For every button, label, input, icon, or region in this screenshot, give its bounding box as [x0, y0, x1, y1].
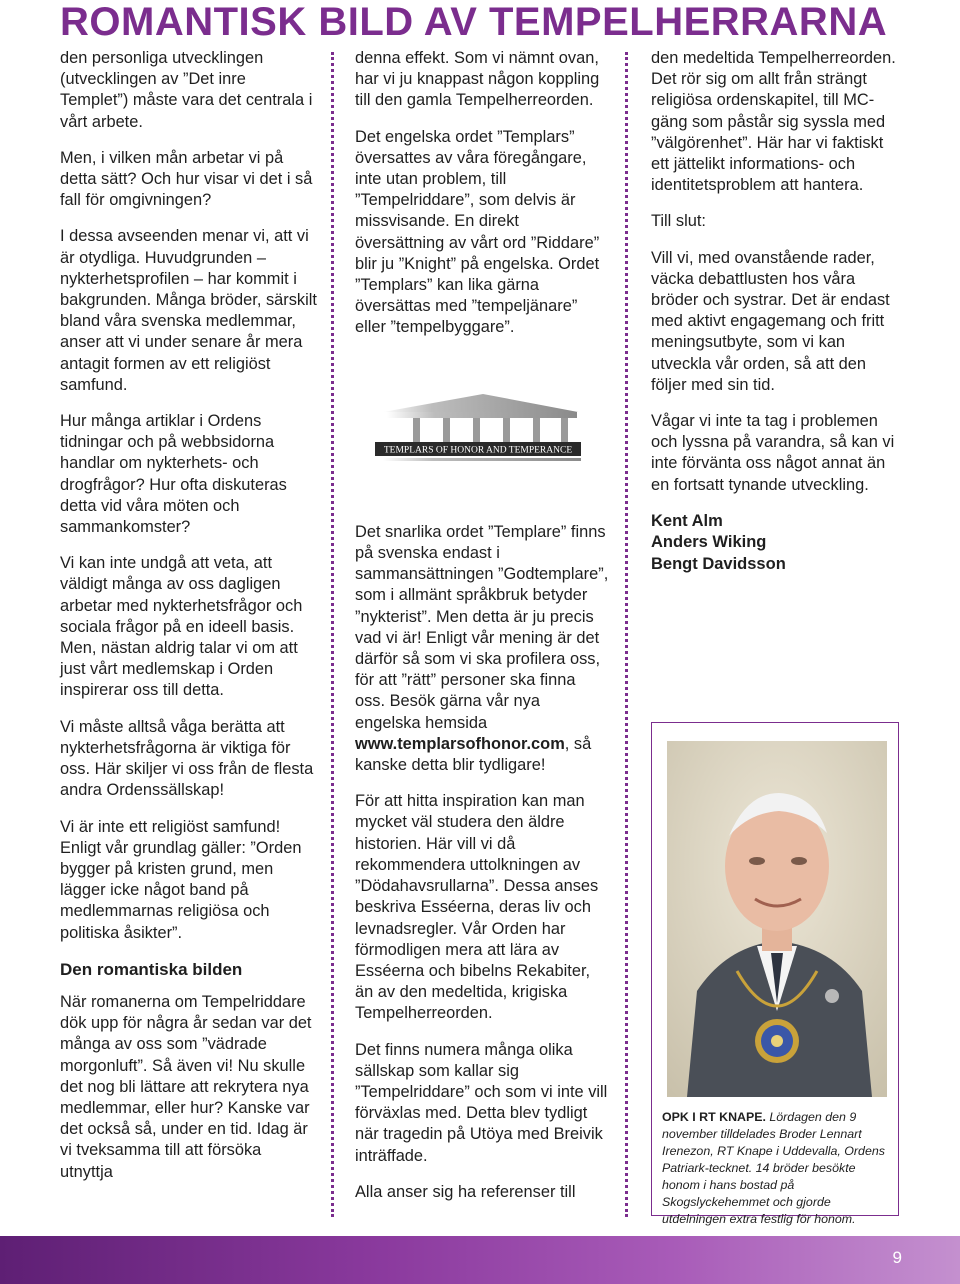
page-title: ROMANTISK BILD AV TEMPELHERRARNA	[60, 0, 888, 44]
paragraph: Det engelska ordet ”Templars” översattes av våra föregångare, inte utan problem, till ”Tempelriddare”, som delvis är missvisande. En direkt översättning av vårt ord ”Riddare” blir ju ”Knight” på engelska. Ordet ”Templars” kan lika gärna översättas med ”tempeljänare” eller ”tempelbyggare”.	[355, 127, 600, 337]
templars-logo	[373, 390, 583, 472]
paragraph: Vi är inte ett religiöst samfund! Enligt vår grundlag gäller: ”Orden bygger på kristen grund, men lägger icke något band på medlemmarnas religiösa och politiska åsikter”.	[60, 817, 302, 942]
logo-text: TEMPLARS OF HONOR AND TEMPERANCE	[383, 445, 573, 456]
article-column-3	[651, 48, 901, 575]
article-column-2	[355, 48, 610, 1218]
article-column-1	[60, 48, 318, 1198]
author-name: Kent Alm	[651, 511, 723, 530]
author-name: Anders Wiking	[651, 533, 767, 552]
website-link[interactable]: www.templarsofhonor.com	[355, 734, 565, 753]
paragraph: Men, i vilken mån arbetar vi på detta sätt? Och hur visar vi det i så fall för omgivningen?	[60, 148, 313, 210]
paragraph: Det snarlika ordet ”Templare” finns på svenska endast i sammansättningen ”Godtemplare”, som i allmänt språkbruk betyder ”nykterist”. Men detta är ju precis vad vi är! Enligt vår mening är det därför så som vi ska profilera oss, för att ”rätt” personer ska finna oss. Besök gärna vår nya engelska hemsida www.templarsofhonor.com, så kanske detta blir tydligare!	[355, 522, 609, 775]
section-heading: Den romantiska bilden	[60, 959, 243, 979]
paragraph: Vill vi, med ovanstående rader, väcka debattlusten hos våra bröder och systrar. Det är endast med aktivt engagemang och fritt meningsutbyte, som vi kan utveckla vår orden, så att den följer med sin tid.	[651, 248, 890, 394]
page-number: 9	[892, 1248, 902, 1267]
paragraph: den medeltida Tempelherreorden. Det rör sig om allt från strängt religiösa ordenskapitel, till MC-gäng som påstår sig syssla med ”välgörenhet”. Här har vi faktiskt ett jättelikt informations- och identitetsproblem att hantera.	[651, 49, 896, 195]
column-separator	[331, 52, 334, 1217]
column-separator	[625, 52, 628, 1217]
paragraph: Vågar vi inte ta tag i problemen och lyssna på varandra, så kan vi inte förvänta oss något annat än en fortsatt tynande utveckling.	[651, 412, 895, 494]
paragraph: denna effekt. Som vi nämnt ovan, har vi ju knappast någon koppling till den gamla Tempelherreorden.	[355, 49, 600, 110]
author-name: Bengt Davidsson	[651, 554, 786, 573]
paragraph: Det finns numera många olika sällskap som kallar sig ”Tempelriddare” och som vi inte vill förväxlas med. Detta blev tydligt när tragedin på Utöya med Breivik inträffade.	[355, 1040, 608, 1165]
paragraph: Alla anser sig ha referenser till	[355, 1182, 576, 1201]
paragraph: När romanerna om Tempelriddare dök upp för några år sedan var det många av oss som ”vädrade morgonluft”. Så även vi! Nu skulle det nog bli lättare att rekrytera nya medlemmar, eller hur? Kanske var det också så, under en tid. Idag är vi tveksamma till att försöka utnyttja	[60, 992, 312, 1181]
paragraph: Vi kan inte undgå att veta, att väldigt många av oss dagligen arbetar med nykterhetsfrågor och sociala frågor på en ideell basis. Men, nästan aldrig talar vi om att just vårt medlemskap i Orden inspirerar oss till detta.	[60, 554, 303, 700]
paragraph: För att hitta inspiration kan man mycket väl studera den äldre historien. Här vill vi då rekommendera uttolkningen av ”Dödahavsrullarna”. Dessa anses beskriva Esséerna, deras liv och levnadsregler. Vår Orden har förmodligen mera att lära av Esséerna och bibelns Rekabiter, än av den medeltida, krigiska Tempelherreorden.	[355, 792, 599, 1023]
photo-caption: OPK I RT KNAPE. Lördagen den 9 november tilldelades Broder Lennart Irenezon, RT Knape i Uddevalla, Ordens Patriark-tecknet. 14 bröder besökte honom i hans bostad på Skogslyckehemmet och gjorde utdelningen extra festlig för honom.	[662, 1110, 885, 1226]
paragraph: den personliga utvecklingen (utvecklingen av ”Det inre Templet”) måste vara det centrala i vårt arbete.	[60, 49, 313, 131]
footer-bar	[0, 1236, 960, 1284]
portrait-photo	[667, 741, 887, 1097]
paragraph: Vi måste alltså våga berätta att nykterhetsfrågorna är viktiga för oss. Här skiljer vi oss från de flesta andra Ordenssällskap!	[60, 717, 314, 800]
paragraph: Till slut:	[651, 212, 706, 231]
author-signatures	[651, 511, 901, 576]
paragraph: Hur många artiklar i Ordens tidningar och på webbsidorna handlar om nykterhets- och drogfrågor? Hur ofta diskuteras detta vid våra möten och sammankomster?	[60, 412, 287, 537]
paragraph: I dessa avseenden menar vi, att vi är otydliga. Huvudgrunden – nykterhetsprofilen – har kommit i bakgrunden. Många bröder, särskilt bland våra svenska medlemmar, anser att vi under senare år mera antagit formen av ett religiöst samfund.	[60, 227, 317, 394]
photo-box	[651, 722, 899, 1226]
